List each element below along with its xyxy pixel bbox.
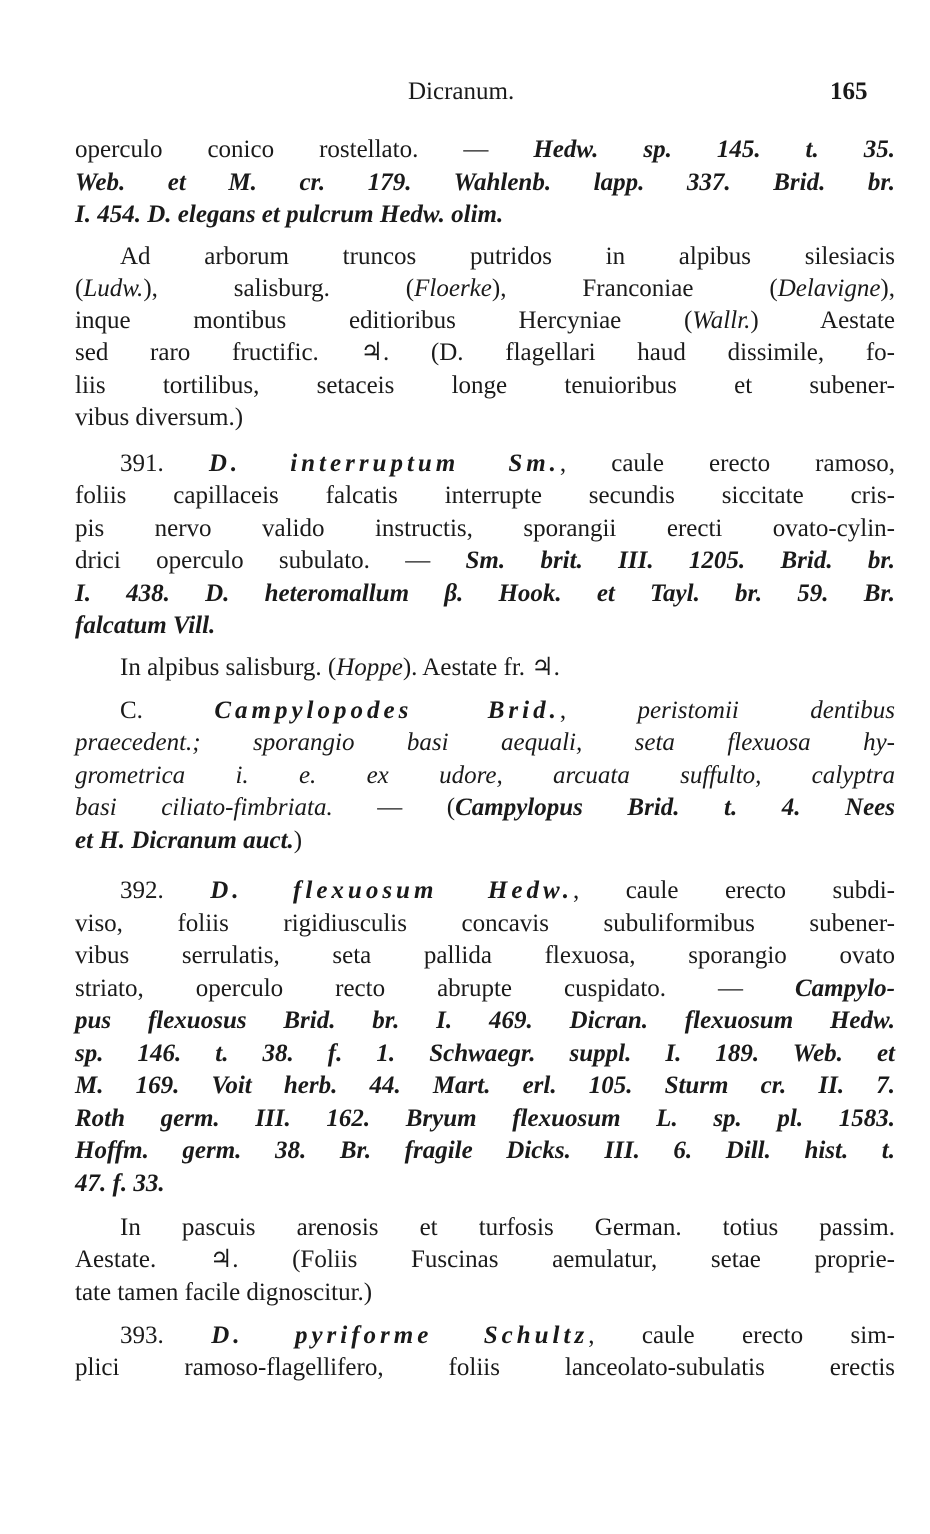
text-line bbox=[75, 546, 895, 576]
italic-text-run: grometrica i. e. ex udore, arcuata suffulto, calyptra bbox=[75, 762, 895, 789]
italic-text-run: Delavigne bbox=[777, 275, 881, 302]
text-line bbox=[75, 274, 895, 304]
text-line bbox=[75, 826, 895, 856]
italic-text-run: M. 169. Voit herb. 44. Mart. erl. 105. Sturm cr. II. 7. bbox=[75, 1072, 895, 1099]
text-line bbox=[75, 1353, 895, 1383]
text-line bbox=[75, 1071, 895, 1101]
text-run: ). Aestate fr. ♃. bbox=[402, 654, 560, 681]
text-line bbox=[75, 728, 895, 758]
page-number: 165 bbox=[830, 78, 868, 105]
text-line bbox=[75, 1245, 895, 1275]
text-line bbox=[75, 200, 895, 230]
italic-text-run: I. 438. D. heteromallum β. Hook. et Tayl. br. 59. Br. bbox=[75, 580, 895, 607]
italic-text-run: pus flexuosus Brid. br. I. 469. Dicran. flexuosum Hedw. bbox=[75, 1007, 895, 1034]
text-run: ), Franconiae ( bbox=[491, 275, 778, 302]
italic-text-run: Floerke bbox=[414, 275, 492, 302]
text-run: drici operculo subulato. — bbox=[75, 547, 466, 574]
text-run: ), salisburg. ( bbox=[143, 275, 415, 302]
text-run: , bbox=[559, 697, 638, 724]
text-run: 393. bbox=[120, 1322, 212, 1349]
text-run: ) Aestate bbox=[750, 307, 895, 334]
text-line bbox=[75, 941, 895, 971]
text-line bbox=[75, 1136, 895, 1166]
text-run: sed raro fructific. ♃. (D. flagellari haud dissimile, fo- bbox=[75, 339, 895, 366]
text-run: ) bbox=[293, 827, 303, 854]
text-run: Aestate. ♃. (Foliis Fuscinas aemulatur, setae proprie- bbox=[75, 1246, 895, 1273]
text-line bbox=[120, 653, 895, 683]
text-run: , caule erecto sim- bbox=[588, 1322, 895, 1349]
text-line bbox=[75, 579, 895, 609]
text-line bbox=[75, 611, 895, 641]
text-run: ), bbox=[880, 275, 895, 302]
text-run: striato, operculo recto abrupte cuspidato. — bbox=[75, 975, 795, 1002]
text-line bbox=[75, 371, 895, 401]
italic-text-run: Campylopodes Brid. bbox=[214, 697, 560, 724]
text-line bbox=[75, 306, 895, 336]
italic-text-run: Web. et M. cr. 179. Wahlenb. lapp. 337. Brid. br. bbox=[75, 169, 895, 196]
italic-text-run: D. pyriforme Schultz bbox=[211, 1322, 589, 1349]
italic-text-run: 47. f. 33. bbox=[75, 1170, 165, 1197]
text-line bbox=[75, 1169, 895, 1199]
text-line bbox=[75, 793, 895, 823]
text-run: vibus serrulatis, seta pallida flexuosa, sporangio ovato bbox=[75, 942, 895, 969]
text-run: C. bbox=[120, 697, 215, 724]
text-line bbox=[75, 338, 895, 368]
text-run: plici ramoso-flagellifero, foliis lanceolato-subulatis erectis bbox=[75, 1354, 895, 1381]
text-run: 392. bbox=[120, 877, 211, 904]
italic-text-run: falcatum Vill. bbox=[75, 612, 216, 639]
text-run: liis tortilibus, setaceis longe tenuioribus et subener- bbox=[75, 372, 895, 399]
text-run: vibus diversum.) bbox=[75, 404, 244, 431]
italic-text-run: D. flexuosum Hedw. bbox=[210, 877, 573, 904]
italic-text-run: Hoffm. germ. 38. Br. fragile Dicks. III. 6. Dill. hist. t. bbox=[75, 1137, 895, 1164]
text-line bbox=[120, 449, 895, 479]
text-line bbox=[75, 135, 895, 165]
text-run: In pascuis arenosis et turfosis German. totius passim. bbox=[120, 1214, 895, 1241]
italic-text-run: praecedent.; sporangio basi aequali, seta flexuosa hy- bbox=[75, 729, 895, 756]
italic-text-run: I. 454. D. elegans et pulcrum Hedw. olim. bbox=[75, 201, 504, 228]
italic-text-run: et H. Dicranum auct. bbox=[75, 827, 294, 854]
text-run: ( bbox=[75, 275, 84, 302]
italic-text-run: peristomii dentibus bbox=[637, 697, 895, 724]
text-run: , caule erecto ramoso, bbox=[559, 450, 896, 477]
text-line bbox=[75, 1104, 895, 1134]
italic-text-run: Hoppe bbox=[336, 654, 403, 681]
text-run: Ad arborum truncos putridos in alpibus silesiacis bbox=[120, 243, 895, 270]
text-run: tate tamen facile dignoscitur.) bbox=[75, 1279, 373, 1306]
text-line bbox=[75, 1039, 895, 1069]
text-run: , caule erecto subdi- bbox=[572, 877, 895, 904]
text-run: foliis capillaceis falcatis interrupte secundis siccitate cris- bbox=[75, 482, 895, 509]
text-line bbox=[120, 876, 895, 906]
text-run: viso, foliis rigidiusculis concavis subuliformibus subener- bbox=[75, 910, 895, 937]
text-run: 391. bbox=[120, 450, 209, 477]
italic-text-run: Campylopus Brid. t. 4. Nees bbox=[455, 794, 895, 821]
text-line bbox=[75, 403, 895, 433]
italic-text-run: Campylo- bbox=[795, 975, 895, 1002]
text-line bbox=[75, 974, 895, 1004]
italic-text-run: basi ciliato-fimbriata. bbox=[75, 794, 333, 821]
text-line bbox=[75, 514, 895, 544]
text-line bbox=[75, 909, 895, 939]
text-run: operculo conico rostellato. — bbox=[75, 136, 534, 163]
text-line bbox=[75, 481, 895, 511]
text-line bbox=[75, 761, 895, 791]
text-run: In alpibus salisburg. ( bbox=[120, 654, 337, 681]
text-line bbox=[120, 1321, 895, 1351]
italic-text-run: Ludw. bbox=[83, 275, 144, 302]
italic-text-run: Hedw. sp. 145. t. 35. bbox=[533, 136, 895, 163]
text-line bbox=[75, 1278, 895, 1308]
italic-text-run: Sm. brit. III. 1205. Brid. br. bbox=[465, 547, 895, 574]
text-run: — ( bbox=[332, 794, 456, 821]
italic-text-run: Roth germ. III. 162. Bryum flexuosum L. sp. pl. 1583. bbox=[75, 1105, 895, 1132]
italic-text-run: Wallr. bbox=[692, 307, 751, 334]
running-title: Dicranum. bbox=[408, 78, 515, 105]
text-line bbox=[75, 168, 895, 198]
text-line bbox=[120, 696, 895, 726]
italic-text-run: sp. 146. t. 38. f. 1. Schwaegr. suppl. I. 189. Web. et bbox=[75, 1040, 895, 1067]
text-run: inque montibus editioribus Hercyniae ( bbox=[75, 307, 693, 334]
text-line bbox=[75, 1006, 895, 1036]
text-run: pis nervo valido instructis, sporangii erecti ovato-cylin- bbox=[75, 515, 895, 542]
text-line bbox=[120, 1213, 895, 1243]
italic-text-run: D. interruptum Sm. bbox=[208, 450, 560, 477]
text-line bbox=[120, 242, 895, 272]
